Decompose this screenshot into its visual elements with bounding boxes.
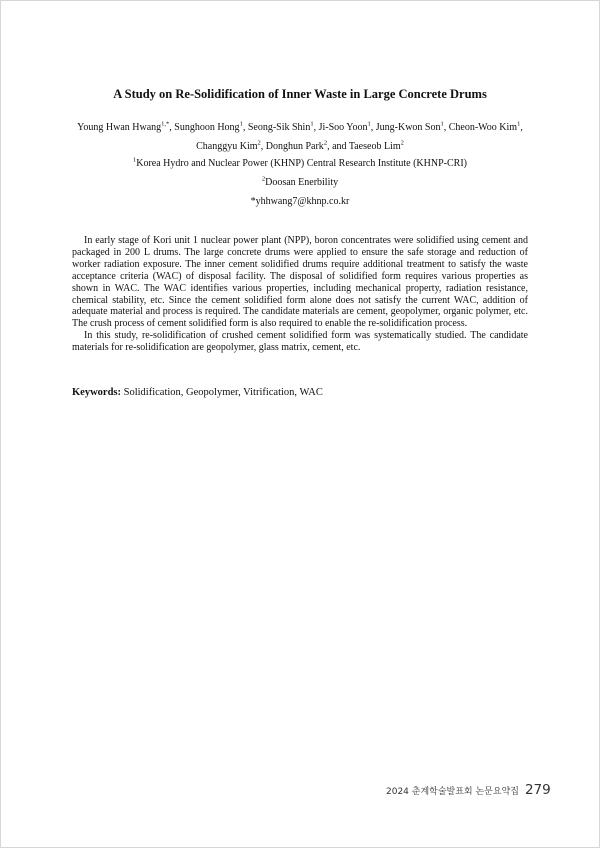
- authors-line-1: [40, 122, 560, 133]
- keywords: [72, 387, 323, 398]
- author: Sunghoon Hong$^1$,: [174, 120, 248, 133]
- abstract-paragraph-1: In early stage of Kori unit 1 nuclear power plant (NPP), boron concentrates were solidified using cement and packaged in 200 L drums. The large concrete drums were applied to ensure the safe storage and reduction of worker radiation exposure. The inner cement solidified drums require additional treatment to satisfy the waste acceptance criteria (WAC) of disposal facility. The disposal of solidified form requires various properties as shown in WAC. The WAC identifies various properties, including mechanical property, radiation resistance, chemical stability, etc. Since the cement solidified form alone does not satisfy the current WAC, addition of adequate material and process is required. The candidate materials are cement, geopolymer, organic polymer, etc. The crush process of cement solidified form is also required to enable the re-solidification process.: [72, 235, 528, 330]
- corresponding-email: *yhhwang7@khnp.co.kr: [250, 196, 350, 207]
- affiliation-2: $^2$Doosan Enerbility: [261, 175, 339, 188]
- author: Taeseob Lim$^2$: [348, 139, 404, 152]
- author: Changgyu Kim$^2$,: [196, 139, 266, 152]
- page-footer: [386, 779, 551, 798]
- page-number: 279: [524, 782, 551, 798]
- author: Jung-Kwon Son$^1$,: [375, 120, 449, 133]
- paper-title: A Study on Re-Solidification of Inner Waste in Large Concrete Drums: [113, 87, 487, 101]
- author: Seong-Sik Shin$^1$,: [247, 120, 319, 133]
- proceedings-title: 2024 춘계학술발표회 논문요약집: [386, 787, 519, 797]
- affiliation-1: $^1$Korea Hydro and Nuclear Power (KHNP) Central Research Institute (KHNP-CRI): [133, 156, 467, 169]
- author: Ji-Soo Yoon$^1$,: [318, 120, 376, 133]
- author: Donghun Park$^2$, and: [265, 139, 349, 152]
- abstract: [72, 235, 528, 354]
- author: Young Hwan Hwang$^{1,*}$,: [77, 120, 175, 133]
- keywords-list: Solidification, Geopolymer, Vitrification, WAC: [123, 387, 323, 398]
- author: Cheon-Woo Kim$^1$,: [448, 120, 523, 133]
- authors-line-2: [40, 141, 560, 152]
- keywords-label: Keywords:: [72, 387, 121, 398]
- abstract-paragraph-2: In this study, re-solidification of crushed cement solidified form was systematically studied. The candidate materials for re-solidification are geopolymer, glass matrix, cement, etc.: [72, 330, 528, 354]
